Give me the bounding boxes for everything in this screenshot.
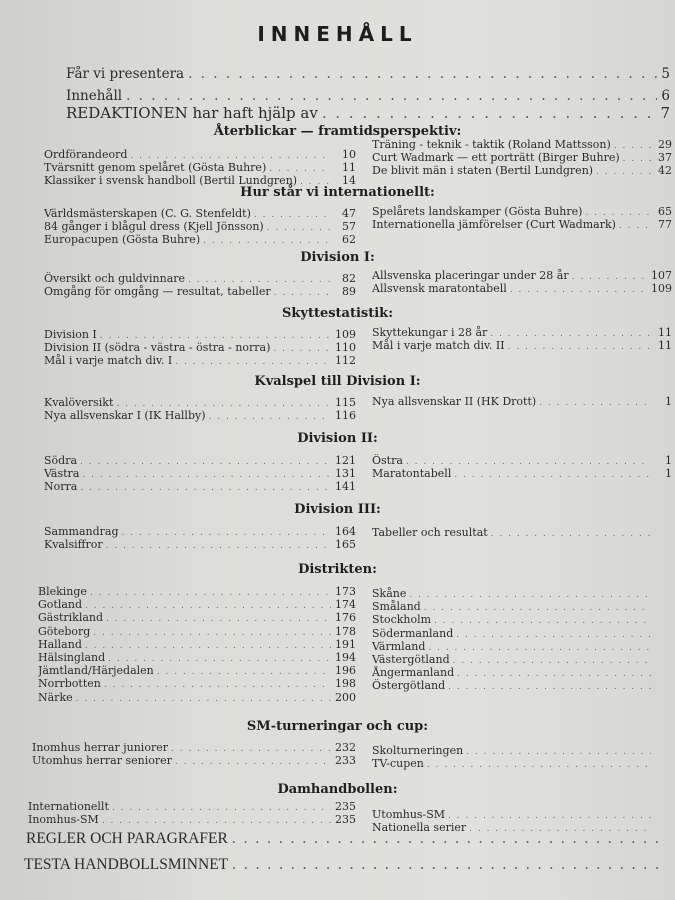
leader-dots [93,628,331,638]
leader-dots [85,601,331,611]
toc-entry-page: 47 [342,207,356,220]
toc-entry-label: Klassiker i svensk handboll (Bertil Lundgren) [44,174,298,188]
toc-entry-page: 14 [342,174,356,188]
section-right-column [372,326,672,352]
toc-entry[interactable] [44,525,356,538]
toc-entry-page: 1 [665,454,672,467]
toc-entry-label: Skåne [372,587,407,600]
toc-entry-label: Världsmästerskapen (C. G. Stenfeldt) [44,207,251,220]
section-heading: Damhandbollen: [277,782,398,797]
toc-entry[interactable] [372,587,672,600]
toc-entry[interactable] [38,585,356,598]
leader-dots [619,221,651,231]
toc-entry[interactable] [26,830,670,848]
toc-entry[interactable] [44,354,356,367]
toc-entry-page: 176 [335,611,356,625]
toc-entry[interactable] [44,467,356,480]
toc-entry-label: Södra [44,454,78,467]
leader-dots [596,167,651,177]
toc-entry-page: 11 [658,326,672,339]
toc-entry[interactable] [372,526,672,539]
toc-entry-label: Gotland [38,598,83,612]
toc-entry[interactable] [372,808,672,821]
toc-entry-label: TV-cupen [372,757,424,771]
leader-dots [457,669,651,679]
leader-dots [232,830,666,848]
leader-dots [510,285,648,295]
toc-entry-label: Internationella jämförelser (Curt Wadmark) [372,218,616,232]
toc-entry-page: 141 [335,480,356,494]
toc-entry-label: Kvalsiffror [44,538,103,552]
toc-entry[interactable] [28,813,356,826]
leader-dots [614,141,651,151]
toc-entry-page: 89 [342,285,356,299]
toc-entry[interactable] [44,161,356,174]
toc-entry-page: 194 [335,650,356,664]
toc-entry[interactable] [372,218,672,231]
toc-entry-label: Nya allsvenskar I (IK Hallby) [44,409,206,423]
leader-dots [209,412,332,422]
toc-entry-label: Maratontabell [372,467,452,481]
toc-entry-label: Inomhus-SM [28,813,99,827]
toc-entry-label: Halland [38,637,82,651]
toc-entry-label: Curt Wadmark — ett porträtt (Birger Buhre) [372,151,620,165]
toc-entry-page: 196 [335,664,356,678]
leader-dots [466,747,651,757]
section-right-column [372,269,672,295]
toc-entry-page: 5 [661,66,670,82]
section-heading: Hur står vi internationellt: [240,185,435,200]
toc-entry[interactable] [66,88,670,104]
section-heading: Distrikten: [298,562,377,577]
leader-dots [104,680,331,690]
toc-entry-page: 164 [335,525,356,538]
toc-entry[interactable] [38,677,356,690]
page-title: INNEHÅLL [257,22,418,46]
section-left-column [44,148,356,188]
section-heading: SM-turneringar och cup: [246,719,429,734]
toc-entry[interactable] [372,164,672,177]
leader-dots [508,342,651,352]
toc-entry-label: Västra [44,467,80,481]
toc-entry-page: 37 [658,151,672,165]
leader-dots [203,236,331,246]
toc-entry-label: Division II (södra - västra - östra - norra) [44,341,271,355]
toc-entry-label: Nya allsvenskar II (HK Drott) [372,395,537,408]
toc-entry[interactable] [66,66,670,82]
leader-dots [116,399,331,409]
toc-entry-label: Inomhus herrar juniorer [32,741,168,754]
section-left-column [44,396,356,422]
leader-dots [409,590,651,600]
toc-entry-label: Innehåll [66,88,123,104]
toc-entry[interactable] [372,666,672,679]
leader-dots [274,288,331,298]
toc-entry[interactable] [372,757,672,770]
leader-dots [171,744,331,754]
toc-entry-page: 235 [335,800,356,813]
leader-dots [90,588,331,598]
leader-dots [100,331,331,341]
toc-entry-page: 110 [335,341,356,355]
leader-dots [188,275,331,285]
toc-entry[interactable] [66,104,670,122]
section-right-column [372,744,672,770]
toc-entry[interactable] [372,640,672,653]
toc-entry-page: 107 [651,269,672,282]
toc-entry[interactable] [372,205,672,218]
toc-entry[interactable] [44,233,356,246]
toc-entry-label: Internationellt [28,800,109,813]
leader-dots [623,154,651,164]
toc-entry[interactable] [44,409,356,422]
leader-dots [456,630,651,640]
leader-dots [434,616,651,626]
section-heading: Återblickar — framtidsperspektiv: [213,124,462,139]
toc-entry-page: 200 [335,690,356,704]
toc-entry-label: Nationella serier [372,821,467,835]
section-left-column [44,328,356,368]
toc-entry-page: 82 [342,272,356,285]
toc-entry-label: Träning - teknik - taktik (Roland Mattsson) [372,138,611,151]
leader-dots [267,223,331,233]
toc-entry-page: 11 [658,339,672,353]
section-right-column [372,526,672,539]
toc-entry-label: 84 gånger i blågul dress (Kjell Jönsson) [44,220,264,234]
toc-entry-page: 11 [342,161,356,175]
toc-entry-page: 191 [335,637,356,651]
section-heading: Skyttestatistik: [282,306,393,321]
toc-entry[interactable] [44,538,356,551]
toc-entry[interactable] [372,613,672,626]
toc-entry[interactable] [372,744,672,757]
toc-entry-page: 42 [658,164,672,178]
toc-entry[interactable] [38,598,356,611]
toc-entry[interactable] [372,339,672,352]
toc-entry[interactable] [372,326,672,339]
toc-entry-label: Sammandrag [44,525,119,538]
toc-entry-page: 232 [335,741,356,754]
leader-dots [273,344,331,354]
toc-entry-label: Utomhus herrar seniorer [32,754,172,768]
toc-entry-label: Spelårets landskamper (Gösta Buhre) [372,205,583,218]
section-heading: Division II: [297,431,378,446]
toc-entry-label: Hälsingland [38,650,106,664]
section-heading: Kvalspel till Division I: [254,374,421,389]
section-right-column [372,395,672,408]
leader-dots [572,272,648,282]
toc-entry-page: 77 [658,218,672,232]
toc-entry-page: 10 [342,148,356,161]
leader-dots [106,541,331,551]
leader-dots [76,694,331,704]
section-left-column [32,741,356,767]
leader-dots [85,641,331,651]
toc-entry-label: Ångermanland [372,666,455,680]
leader-dots [106,614,331,624]
leader-dots [108,654,331,664]
toc-entry-label: Östra [372,454,403,467]
section-left-column [44,207,356,247]
toc-entry[interactable] [372,653,672,666]
toc-entry[interactable] [372,151,672,164]
section-left-column [44,272,356,298]
toc-entry[interactable] [38,611,356,624]
section-left-column [44,454,356,494]
toc-entry-page: 115 [335,396,356,409]
leader-dots [448,682,651,692]
toc-entry-page: 109 [651,282,672,296]
section-right-column [372,205,672,231]
toc-entry[interactable] [24,856,670,874]
section-heading: Division I: [300,250,375,265]
toc-entry-label: Västergötland [372,652,450,666]
leader-dots [130,151,331,161]
toc-entry-page: 29 [658,138,672,151]
toc-entry-label: Mål i varje match div. II [372,339,505,353]
toc-entry-label: Norra [44,480,78,494]
toc-entry[interactable] [372,395,672,408]
leader-dots [428,643,651,653]
toc-entry-label: Jämtland/Härjedalen [38,664,154,678]
toc-entry-label: Allsvenska placeringar under 28 år [372,269,569,282]
toc-entry-label: Europacupen (Gösta Buhre) [44,233,201,247]
toc-entry-label: Kvalöversikt [44,396,114,409]
leader-dots [232,856,666,874]
toc-entry[interactable] [38,625,356,638]
leader-dots [427,760,651,770]
toc-entry[interactable] [28,800,356,813]
toc-entry[interactable] [372,627,672,640]
toc-entry-label: Småland [372,600,421,614]
leader-dots [453,656,651,666]
toc-entry-page: 116 [335,409,356,423]
toc-entry[interactable] [32,754,356,767]
toc-entry-label: Får vi presentera [66,66,185,82]
toc-entry[interactable] [44,396,356,409]
section-left-column [38,585,356,704]
toc-entry-label: Översikt och guldvinnare [44,272,186,285]
leader-dots [157,667,331,677]
section-heading: Division III: [294,502,381,517]
leader-dots [175,357,331,367]
toc-entry-label: Ordförandeord [44,148,128,161]
toc-entry-page: 198 [335,677,356,691]
toc-entry[interactable] [372,454,672,467]
leader-dots [254,210,331,220]
toc-entry[interactable] [372,269,672,282]
toc-entry[interactable] [44,328,356,341]
toc-entry-label: REGLER OCH PARAGRAFER [26,830,228,847]
toc-entry-label: Omgång för omgång — resultat, tabeller [44,285,271,299]
leader-dots [102,816,331,826]
toc-entry-page: 233 [335,754,356,768]
leader-dots [82,470,331,480]
leader-dots [424,603,651,613]
toc-entry-label: Allsvensk maratontabell [372,282,507,296]
toc-entry-page: 178 [335,624,356,638]
section-right-column [372,454,672,480]
toc-entry-label: Skolturneringen [372,744,464,757]
toc-entry[interactable] [44,285,356,298]
toc-entry-page: 57 [342,220,356,234]
toc-entry[interactable] [44,272,356,285]
toc-entry[interactable] [38,664,356,677]
toc-entry-label: TESTA HANDBOLLSMINNET [24,856,229,873]
leader-dots [491,529,651,539]
toc-entry-label: Skyttekungar i 28 år [372,326,488,339]
toc-entry-label: Division I [44,328,97,341]
toc-entry[interactable] [44,454,356,467]
toc-entry-page: 7 [660,104,670,122]
toc-entry[interactable] [38,638,356,651]
toc-entry[interactable] [372,467,672,480]
toc-entry[interactable] [32,741,356,754]
toc-entry-page: 62 [342,233,356,247]
section-left-column [28,800,356,826]
leader-dots [269,164,331,174]
toc-entry-label: De blivit män i staten (Bertil Lundgren) [372,164,594,178]
leader-dots [322,104,657,122]
toc-entry-label: REDAKTIONEN har haft hjälp av [66,104,318,122]
section-right-column [372,138,672,178]
toc-entry-page: 174 [335,598,356,612]
toc-entry-label: Östergötland [372,679,446,693]
leader-dots [126,88,657,104]
section-right-column [372,587,672,693]
leader-dots [80,457,331,467]
toc-entry-label: Tvärsnitt genom spelåret (Gösta Buhre) [44,161,267,175]
toc-entry[interactable] [44,341,356,354]
leader-dots [80,483,331,493]
leader-dots [490,329,651,339]
toc-entry-label: Göteborg [38,624,91,638]
toc-entry-label: Utomhus-SM [372,808,446,821]
toc-entry-label: Gästrikland [38,611,104,625]
toc-entry[interactable] [44,207,356,220]
toc-entry-label: Mål i varje match div. I [44,354,173,368]
leader-dots [112,803,331,813]
toc-entry-page: 109 [335,328,356,341]
toc-entry[interactable] [44,480,356,493]
toc-entry[interactable] [372,138,672,151]
section-left-column [44,525,356,551]
toc-entry-label: Södermanland [372,626,454,640]
leader-dots [539,398,651,408]
toc-entry-page: 1 [665,467,672,481]
toc-entry-page: 165 [335,538,356,552]
toc-entry[interactable] [372,600,672,613]
toc-entry-label: Stockholm [372,613,432,627]
leader-dots [448,811,651,821]
toc-entry-page: 6 [661,88,670,104]
toc-entry[interactable] [372,679,672,692]
toc-entry[interactable] [44,220,356,233]
toc-entry-page: 121 [335,454,356,467]
toc-entry-page: 235 [335,813,356,827]
toc-entry-label: Blekinge [38,585,87,598]
toc-entry[interactable] [44,148,356,161]
toc-entry[interactable] [38,691,356,704]
leader-dots [122,528,332,538]
toc-entry[interactable] [372,282,672,295]
toc-entry-label: Värmland [372,639,426,653]
toc-entry-page: 112 [335,354,356,368]
leader-dots [406,457,651,467]
toc-entry-page: 1 [665,395,672,408]
leader-dots [454,470,651,480]
toc-entry-page: 173 [335,585,356,598]
leader-dots [175,757,331,767]
toc-entry-page: 131 [335,467,356,481]
leader-dots [188,66,657,82]
toc-entry-label: Tabeller och resultat [372,526,488,539]
toc-entry-page: 65 [658,205,672,218]
leader-dots [585,208,651,218]
toc-entry-label: Närke [38,690,73,704]
toc-entry[interactable] [38,651,356,664]
toc-entry-label: Norrbotten [38,677,101,691]
